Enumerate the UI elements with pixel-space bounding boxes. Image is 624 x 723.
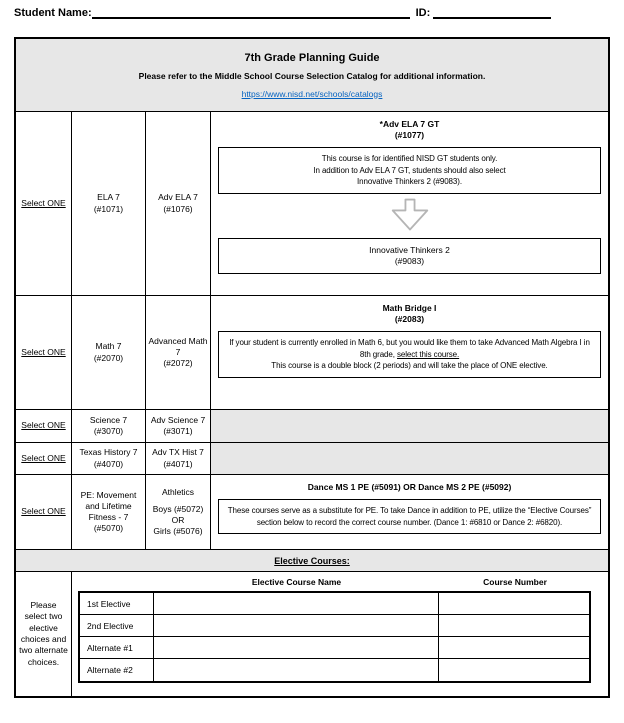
texas-history7-option[interactable]: Texas History 7 (#4070) — [72, 443, 146, 474]
header-subtitle: Please refer to the Middle School Course Selection Catalog for additional information. — [138, 71, 486, 81]
course-number-header: Course Number — [483, 577, 547, 587]
ela7-option[interactable]: ELA 7 (#1071) — [72, 112, 146, 295]
dance-column — [211, 475, 608, 549]
id-label: ID: — [415, 7, 431, 19]
elective-row-3-name-field[interactable] — [154, 637, 439, 658]
elective-courses-banner: Elective Courses: — [16, 550, 608, 572]
elective-section — [16, 572, 608, 696]
elective-row-4-number-field[interactable] — [439, 659, 589, 681]
math7-option[interactable]: Math 7 (#2070) — [72, 296, 146, 409]
science-shaded-cell — [211, 410, 608, 442]
math-row — [16, 296, 608, 410]
elective-row-2-label: 2nd Elective — [80, 615, 154, 636]
guide-header — [16, 39, 608, 112]
dance-note-box: These courses serve as a substitute for PE. To take Dance in addition to PE, utilize the “Elective Courses” section below to record the correct course number. (Dance 1: #6810 or Dance 2: #6820). — [218, 499, 601, 534]
page-title: 7th Grade Planning Guide — [244, 51, 380, 64]
athletics-option[interactable]: Athletics Boys (#5072) OR Girls (#5076) — [146, 475, 211, 549]
elective-row-4-label: Alternate #2 — [80, 659, 154, 681]
adv-math7-option[interactable]: Advanced Math 7 (#2072) — [146, 296, 211, 409]
down-arrow-icon — [390, 197, 430, 233]
elective-row-2-name-field[interactable] — [154, 615, 439, 636]
elective-row-1 — [80, 593, 589, 615]
innovative-thinkers-box[interactable]: Innovative Thinkers 2 (#9083) — [218, 238, 601, 274]
math-bridge-note-box: If your student is currently enrolled in Math 6, but you would like them to take Advanced Math Algebra I in 8th grade, select this course. This course is a double block (2 periods) and will take the place of ONE elective. — [218, 331, 601, 378]
history-select-one: Select ONE — [16, 443, 72, 474]
math-bridge-column — [211, 296, 608, 409]
science-row — [16, 410, 608, 443]
elective-row-3-label: Alternate #1 — [80, 637, 154, 658]
ela-row — [16, 112, 608, 296]
dance-title[interactable]: Dance MS 1 PE (#5091) OR Dance MS 2 PE (#5092) — [307, 482, 512, 492]
math-select-one: Select ONE — [16, 296, 72, 409]
gt-note-box: This course is for identified NISD GT students only. In addition to Adv ELA 7 GT, students should also select Innovative Thinkers 2 (#9083). — [218, 147, 601, 194]
elective-row-2 — [80, 615, 589, 637]
pe-select-one: Select ONE — [16, 475, 72, 549]
elective-table-headers — [78, 577, 591, 591]
elective-row-1-name-field[interactable] — [154, 593, 439, 614]
ela-gt-column — [211, 112, 608, 295]
elective-instruction: Please select two elective choices and two alternate choices. — [16, 572, 72, 696]
math-bridge-title[interactable]: Math Bridge I (#2083) — [382, 303, 437, 325]
id-field[interactable] — [433, 6, 551, 19]
student-name-field[interactable] — [92, 6, 410, 19]
planning-guide-table — [14, 37, 610, 698]
pe-row — [16, 475, 608, 550]
history-row — [16, 443, 608, 475]
elective-row-4-name-field[interactable] — [154, 659, 439, 681]
adv-tx-hist7-option[interactable]: Adv TX Hist 7 (#4071) — [146, 443, 211, 474]
student-name-label: Student Name: — [14, 7, 92, 19]
elective-name-header: Elective Course Name — [251, 577, 342, 587]
student-id-line — [0, 0, 624, 19]
elective-row-2-number-field[interactable] — [439, 615, 589, 636]
science7-option[interactable]: Science 7 (#3070) — [72, 410, 146, 442]
elective-table-area — [72, 572, 608, 696]
history-shaded-cell — [211, 443, 608, 474]
catalog-link[interactable]: https://www.nisd.net/schools/catalogs — [241, 88, 383, 99]
elective-row-3-number-field[interactable] — [439, 637, 589, 658]
elective-row-1-label: 1st Elective — [80, 593, 154, 614]
pe-option[interactable]: PE: Movement and Lifetime Fitness - 7 (#5070) — [72, 475, 146, 549]
elective-row-3 — [80, 637, 589, 659]
elective-table — [78, 591, 591, 683]
ela-select-one: Select ONE — [16, 112, 72, 295]
adv-science7-option[interactable]: Adv Science 7 (#3071) — [146, 410, 211, 442]
adv-ela-gt-title[interactable]: *Adv ELA 7 GT (#1077) — [379, 119, 440, 141]
elective-row-1-number-field[interactable] — [439, 593, 589, 614]
select-this-course-underline: select this course. — [397, 349, 460, 359]
science-select-one: Select ONE — [16, 410, 72, 442]
adv-ela7-option[interactable]: Adv ELA 7 (#1076) — [146, 112, 211, 295]
elective-row-4 — [80, 659, 589, 681]
